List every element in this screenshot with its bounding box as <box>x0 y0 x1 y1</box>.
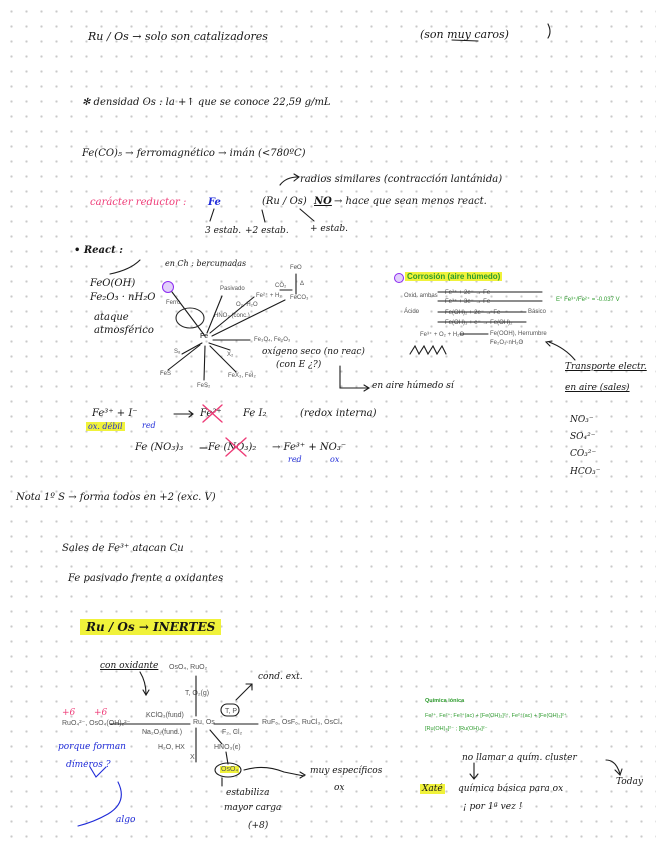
note-in-air: en aire (sales) <box>565 383 630 393</box>
note-stabilizes: estabiliza <box>226 788 270 798</box>
printed-fes: FeS <box>160 371 172 377</box>
note-ox2: ox <box>330 455 340 464</box>
printed-fe2: Fe²⁺ + H₂ <box>256 293 282 299</box>
note-basic-chem: química básica para ox <box>458 784 564 794</box>
printed-oxid: Oxid. ambas <box>404 293 438 299</box>
note-line-ruos: Ru / Os → solo son catalizadores <box>88 30 268 43</box>
note-why-dimers-1: porque forman <box>58 742 126 752</box>
note-expensive: (son muy caros) <box>420 28 509 41</box>
note-attack: ataque <box>94 312 129 323</box>
quimica-line1: Fe³⁺, Fe²⁺; Fe³⁺(ac) + [Fe(OH)₂]²⁺, Fe²⁺(ac) + [Fe(OH)₂]²⁺ <box>425 713 567 719</box>
note-humid-air: en aire húmedo sí <box>372 381 454 391</box>
printed-passivado: Pasivado <box>220 286 245 292</box>
note-transport: Transporte electr. <box>565 362 647 372</box>
printed-ox3: KClO₃(fund) <box>146 712 184 719</box>
printed-feco3: FeCO₃ <box>290 295 309 301</box>
note-red2: red <box>288 455 302 464</box>
note-density: ✻ densidad Os : la +↑ que se conoce 22,59 g/mL <box>82 97 331 108</box>
printed-ox7: F₂, Cl₂ <box>222 729 243 736</box>
note-estab-plus: + estab. <box>310 224 348 234</box>
note-no-cluster: no llamar a quím. cluster <box>462 753 577 763</box>
quimica-title: Química iónica <box>425 698 465 704</box>
note-react: • React : <box>74 245 123 256</box>
printed-delta: Δ <box>300 281 305 287</box>
note-less-reactive: → hace que sean menos react. <box>334 196 487 207</box>
printed-s8: S₈ <box>174 349 181 355</box>
printed-ferro: Ferro <box>166 300 181 306</box>
note-estab-2: +2 estab. <box>245 226 289 236</box>
note-rust: en Ch : bercumadas <box>165 259 247 268</box>
printed-acido: Ácido <box>404 309 420 315</box>
note-plus6-a: +6 <box>62 708 76 718</box>
printed-fes2: FeS₂ <box>197 383 211 389</box>
printed-ox9: H₂O, HX <box>158 744 185 751</box>
printed-ox13: X <box>190 754 195 761</box>
printed-o2: O₂, H₂O <box>236 302 258 308</box>
printed-c2: Fe³⁺ + 3e⁻ → Fe <box>445 299 491 305</box>
printed-ox1: OsO₄, RuO₂ <box>169 664 208 671</box>
note-feno3-3: Fe (NO₃)₃ <box>135 442 184 453</box>
corrosion-title-text: Corrosión (aire húmedo) <box>407 272 501 281</box>
printed-ox12: T, P <box>225 708 238 715</box>
note-fe3-i: Fe³⁺ + I⁻ <box>92 408 138 419</box>
printed-fe: Fe <box>200 333 209 340</box>
note-higher-charge: mayor carga <box>224 803 282 813</box>
note-with-oxidant: con oxidante <box>100 661 159 671</box>
printed-ox6: Ru, Os <box>193 719 215 726</box>
printed-c1: Fe²⁺ + 2e⁻ → Fe <box>445 290 491 296</box>
printed-c7: Fe₂O₃·nH₂O <box>490 340 524 346</box>
note-feooh: FeO(OH) <box>90 278 136 289</box>
note-ox3: ox <box>334 783 345 793</box>
note-fei2: Fe I₂ <box>243 408 267 419</box>
note-with-e: (con E ¿?) <box>276 360 322 370</box>
xate-text: Xaté <box>422 784 443 794</box>
printed-co2: CO₂ <box>275 283 287 289</box>
anion-4: HCO₃⁻ <box>570 467 601 477</box>
note-redox: (redox interna) <box>300 408 377 419</box>
note-estab-3: 3 estab. <box>205 226 242 236</box>
note-plus6-b: +6 <box>94 708 108 718</box>
note-dry-oxygen: oxígeno seco (no reac) <box>262 347 365 357</box>
anion-3: CO₃²⁻ <box>570 449 597 459</box>
note-feno3-2: Fe (NO₃)₂ <box>208 442 257 453</box>
printed-hno3: HNO₃ (conc.) <box>214 313 250 319</box>
note-fe2o3: Fe₂O₃ · nH₂O <box>90 292 156 303</box>
anion-2: SO₄²⁻ <box>570 432 596 442</box>
note-ruos-paren: (Ru / Os) <box>262 196 307 207</box>
printed-ox2: T, O₂(g) <box>185 690 210 697</box>
printed-c8: E° Fe³⁺/Fe²⁺ = -0.037 V <box>556 297 620 303</box>
note-ferromagnetic: Fe(CO)₅ → ferromagnético → imán (<780ºC) <box>82 148 306 159</box>
printed-basico: Básico <box>528 309 547 315</box>
printed-c4: Fe(OH)₃ + e⁻ → Fe(OH)₂ <box>445 320 513 326</box>
note-very-specific: muy específicos <box>310 766 383 776</box>
printed-feo: FeO <box>290 265 302 271</box>
anion-1: NO₃⁻ <box>570 415 594 425</box>
note-algo: algo <box>116 815 136 825</box>
printed-ox11: OsO₄ <box>221 766 239 773</box>
printed-ox4: Na₂O₂(fund.) <box>142 729 183 736</box>
quimica-line2: [Ru(OH)₄]²⁻ ; [Ru(OH)₄]²⁻ <box>425 726 488 732</box>
note-today: Today <box>616 777 643 787</box>
printed-c6: Fe(OOH), Herrumbre <box>490 331 547 337</box>
note-plus8: (+8) <box>248 821 269 831</box>
printed-ox10: HNO₃(c) <box>214 744 241 751</box>
ox-weak-text: ox. débil <box>88 422 123 431</box>
note-extreme-cond: cond. ext. <box>258 672 303 682</box>
note-fe: Fe <box>208 197 221 208</box>
printed-c3: Fe(OH)₂ + 2e⁻ → Fe <box>445 310 501 316</box>
printed-fe3o4: Fe₃O₄, Fe₂O₃ <box>254 337 291 343</box>
printed-fex3: FeX₃, FeI₂ <box>228 373 256 379</box>
note-reducer-label: carácter reductor : <box>90 197 187 208</box>
note-first-time: ¡ por 1ª vez ! <box>463 802 523 812</box>
section-title-inertes: Ru / Os → INERTES <box>80 619 221 635</box>
note-fe2: Fe²⁺ <box>200 408 222 419</box>
note-why-dimers-2: dímeros ? <box>66 760 111 770</box>
note-fe3-salts: Sales de Fe³⁺ atacan Cu <box>62 543 184 554</box>
printed-x2: X₂ <box>227 352 234 358</box>
printed-ox5: RuO₄²⁻, OsO₄(OH)₂²⁻ <box>62 720 131 727</box>
note-atmospheric: atmosférico <box>94 325 154 336</box>
note-fe3-no3: → Fe³⁺ + NO₃⁻ <box>272 442 347 453</box>
note-first-series: Nota 1º S → forma todos en +2 (exc. V) <box>16 492 216 503</box>
note-red: red <box>142 421 156 430</box>
note-passivated: Fe pasivado frente a oxidantes <box>68 573 224 584</box>
note-radii: radios similares (contracción lantánida) <box>300 174 503 185</box>
note-no: NO <box>314 196 332 207</box>
printed-ox8: RuF₆, OsF₆, RuCl₃, OsCl₄ <box>262 719 343 726</box>
printed-c5: Fe³⁺ + O₂ + H₂O <box>420 332 465 338</box>
